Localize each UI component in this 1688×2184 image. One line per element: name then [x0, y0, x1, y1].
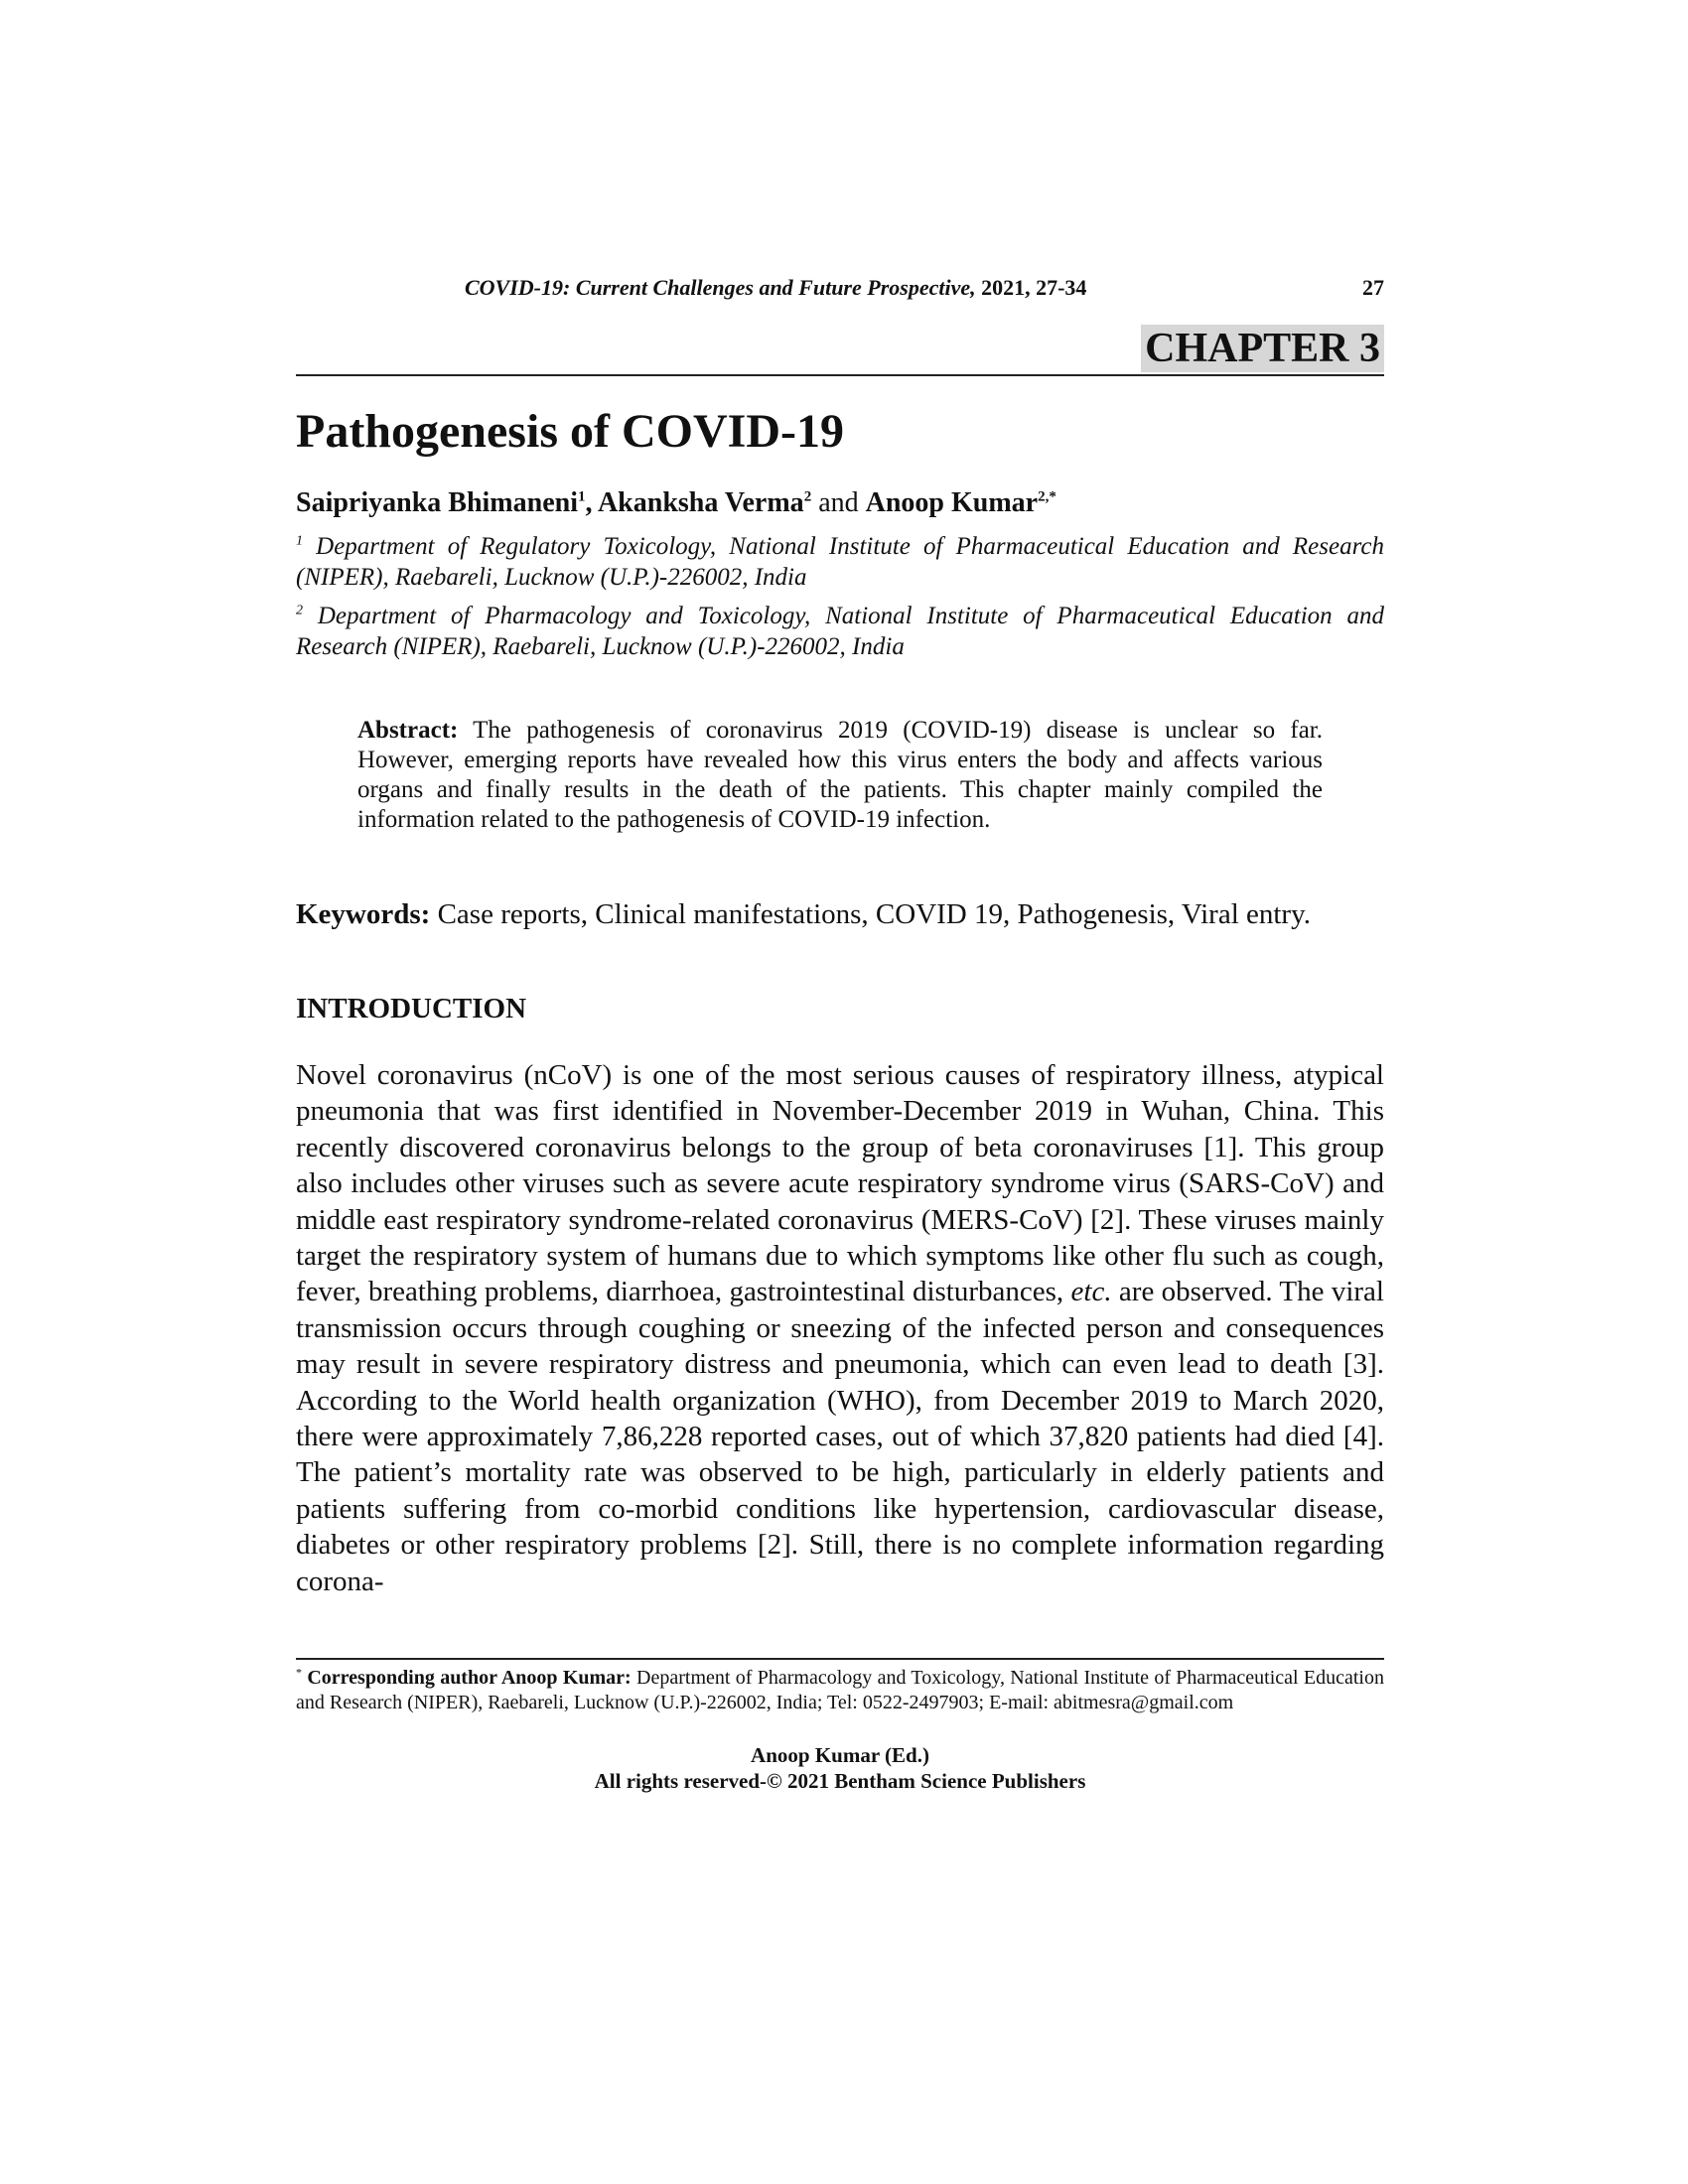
journal-title: COVID-19: Current Challenges and Future Prospective, [465, 275, 976, 300]
header-rule [296, 374, 1384, 376]
keywords-label: Keywords: [296, 898, 431, 930]
chapter-label: CHAPTER 3 [1141, 325, 1384, 372]
author-conjunction: and [811, 487, 866, 518]
affiliation-text: Department of Pharmacology and Toxicology, National Institute of Pharmaceutical Education and Research (NIPER), Raebareli, Lucknow (U.P.)-226002, India [296, 603, 1384, 660]
running-header [296, 273, 1384, 303]
chapter-title: Pathogenesis of COVID-19 [296, 405, 844, 458]
section-heading-introduction: INTRODUCTION [296, 993, 527, 1024]
footnote-text: Department of Pharmacology and Toxicology, National Institute of Pharmaceutical Education and Research (NIPER), Raebareli, Lucknow (U.P.)-226002, India; Tel: 0522-2497903; E-mail: abitmesra@gmail.com [296, 1667, 1384, 1713]
keywords [296, 896, 1384, 932]
author-affiliation-mark: 1 [577, 488, 586, 505]
keywords-text: Case reports, Clinical manifestations, COVID 19, Pathogenesis, Viral entry. [430, 898, 1311, 930]
affiliation-mark: 1 [296, 533, 303, 549]
author-affiliation-mark: 2,* [1038, 488, 1056, 505]
affiliation-text: Department of Regulatory Toxicology, National Institute of Pharmaceutical Education and Research (NIPER), Raebareli, Lucknow (U.P.)-226002, India [296, 533, 1384, 591]
editor-line: Anoop Kumar (Ed.) [751, 1743, 929, 1767]
journal-citation [465, 273, 1086, 303]
introduction-paragraph [296, 1057, 1384, 1599]
body-text-part: are observed. The viral transmission occurs through coughing or sneezing of the infected person and consequences may result in severe respiratory distress and pneumonia, which can even lead to death [3]. According to the World health organization (WHO), from December 2019 to March 2020, there were approximately 7,86,228 reported cases, out of which 37,820 patients had died [4]. The patient’s mortality rate was observed to be high, particularly in elderly patients and patients suffering from co-morbid conditions like hypertension, cardiovascular disease, diabetes or other respiratory problems [2]. Still, there is no complete information regarding corona- [296, 1276, 1384, 1597]
abstract-label: Abstract: [357, 717, 459, 744]
affiliation-mark: 2 [296, 603, 303, 618]
author-separator: , [585, 487, 598, 518]
author-list [296, 485, 1056, 521]
publisher-block [296, 1742, 1384, 1794]
page-number: 27 [1362, 275, 1384, 300]
abstract-text: The pathogenesis of coronavirus 2019 (COVID-19) disease is unclear so far. However, emerging reports have revealed how this virus enters the body and affects various organs and finally results in the death of the patients. This chapter mainly compiled the information related to the pathogenesis of COVID-19 infection. [357, 717, 1323, 833]
footnote-mark: * [296, 1665, 302, 1680]
affiliation [296, 531, 1384, 593]
footnote-rule [296, 1658, 1384, 1660]
footnote-label: Corresponding author Anoop Kumar: [302, 1667, 632, 1689]
body-text-emphasis: etc. [1070, 1276, 1112, 1308]
affiliation [296, 601, 1384, 662]
corresponding-author-footnote [296, 1666, 1384, 1715]
author-affiliation-mark: 2 [803, 488, 812, 505]
copyright-line: All rights reserved-© 2021 Bentham Science Publishers [594, 1769, 1086, 1793]
author-name: Saipriyanka Bhimaneni [296, 487, 578, 518]
author-name: Akanksha Verma [597, 487, 804, 518]
body-text-part: Novel coronavirus (nCoV) is one of the most serious causes of respiratory illness, atypical pneumonia that was first identified in November-December 2019 in Wuhan, China. This recently discovered coronavirus belongs to the group of beta coronaviruses [1]. This group also includes other viruses such as severe acute respiratory syndrome virus (SARS-CoV) and middle east respiratory syndrome-related coronavirus (MERS-CoV) [2]. These viruses mainly target the respiratory system of humans due to which symptoms like other flu such as cough, fever, breathing problems, diarrhoea, gastrointestinal disturbances, [296, 1059, 1384, 1308]
author-name: Anoop Kumar [865, 487, 1039, 518]
journal-year-pages: 2021, 27-34 [975, 275, 1087, 300]
abstract [357, 716, 1323, 835]
